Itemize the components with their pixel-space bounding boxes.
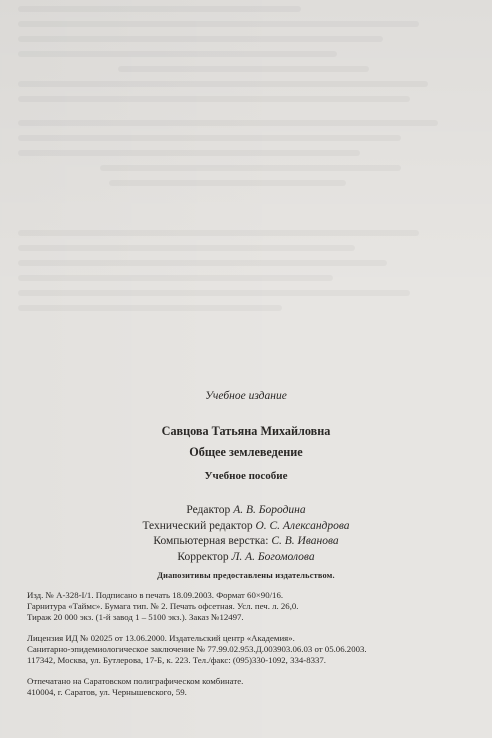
credit-person: О. С. Александрова <box>255 519 350 532</box>
imprint-line: Санитарно-эпидемиологическое заключение № 77.99.02.953.Д.003903.06.03 от 05.06.2003. <box>27 644 367 655</box>
show-through-middle <box>18 120 474 195</box>
imprint-line: Тираж 20 000 экз. (1-й завод 1 – 5100 экз.). Заказ №12497. <box>27 612 244 623</box>
show-through-lower <box>18 230 474 320</box>
slides-note: Диапозитивы предоставлены издательством. <box>157 571 335 580</box>
credit-role: Компьютерная верстка: <box>153 535 269 547</box>
credit-editor <box>0 503 492 519</box>
credit-person: Л. А. Богомолова <box>231 550 315 563</box>
imprint-line: Изд. № А-328-I/1. Подписано в печать 18.09.2003. Формат 60×90/16. <box>27 590 284 600</box>
credit-role: Редактор <box>186 504 231 516</box>
edition-type: Учебное издание <box>205 390 287 402</box>
credit-role: Корректор <box>177 550 229 563</box>
imprint-line: 410004, г. Саратов, ул. Чернышевского, 59. <box>27 687 187 698</box>
credit-technical-editor <box>0 519 492 535</box>
imprint-printer <box>27 676 477 698</box>
imprint-license <box>27 633 477 667</box>
imprint-line: Отпечатано на Саратовском полиграфическом комбинате. <box>27 676 244 686</box>
imprint-line: Лицензия ИД № 02025 от 13.06.2000. Издательский центр «Академия». <box>27 633 295 643</box>
imprint-line: Гарнитура «Таймс». Бумага тип. № 2. Печать офсетная. Усл. печ. л. 26,0. <box>27 601 299 612</box>
credit-proofreader <box>0 550 492 566</box>
show-through-top <box>18 6 474 111</box>
credit-role: Технический редактор <box>142 519 253 532</box>
author-name: Савцова Татьяна Михайловна <box>161 424 331 438</box>
imprint-line: 117342, Москва, ул. Бутлерова, 17-Б, к. 223. Тел./факс: (095)330-1092, 334-8337. <box>27 655 327 666</box>
imprint-print-details <box>27 590 477 624</box>
book-title: Общее землеведение <box>189 445 303 459</box>
credit-person: А. В. Бородина <box>233 504 306 516</box>
book-subtitle: Учебное пособие <box>204 470 288 482</box>
credit-layout <box>0 534 492 550</box>
credit-person: С. В. Иванова <box>271 535 339 547</box>
credits-block <box>0 503 492 565</box>
